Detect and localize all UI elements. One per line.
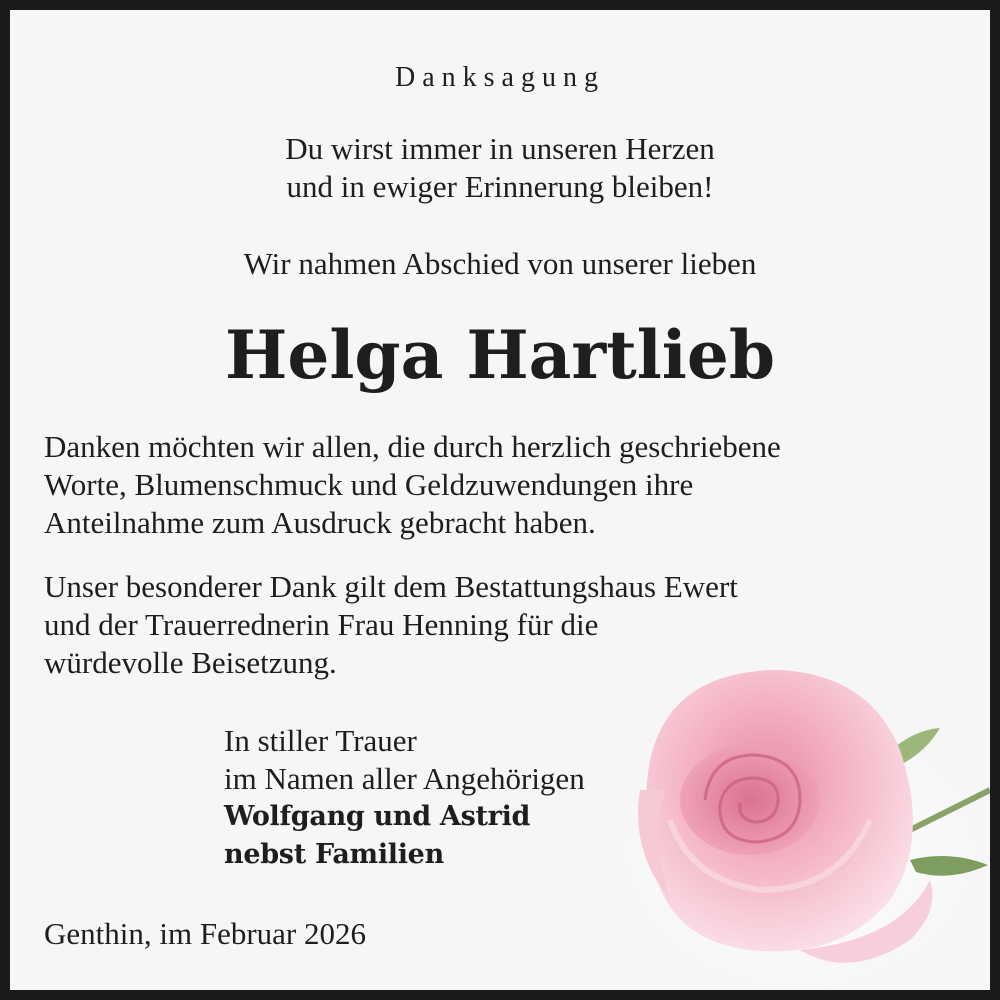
paragraph-line: Unser besonderer Dank gilt dem Bestattungshaus Ewert (44, 569, 738, 604)
place-date: Genthin, im Februar 2026 (44, 916, 367, 951)
signature-line: im Namen aller Angehörigen (224, 761, 585, 796)
signature-line: In stiller Trauer (224, 723, 417, 758)
paragraph-line: und der Trauerrednerin Frau Henning für die (44, 607, 599, 642)
notice-title: Danksagung (395, 62, 605, 93)
verse (10, 130, 990, 206)
signature-block (224, 722, 585, 874)
paragraph-line: Danken möchten wir allen, die durch herzlich geschriebene (44, 429, 781, 464)
paragraph-line: würdevolle Beisetzung. (44, 645, 337, 680)
family-names: nebst Familien (224, 839, 444, 870)
verse-line: Du wirst immer in unseren Herzen (285, 131, 715, 166)
intro-text: Wir nahmen Abschied von unserer lieben (243, 246, 757, 281)
deceased-name: Helga Hartlieb (225, 316, 775, 394)
family-names: Wolfgang und Astrid (224, 801, 531, 832)
thanks-paragraph (44, 428, 944, 542)
pink-rose-image (610, 650, 990, 990)
paragraph-line: Worte, Blumenschmuck und Geldzuwendungen ihre (44, 467, 694, 502)
paragraph-line: Anteilnahme zum Ausdruck gebracht haben. (44, 505, 596, 540)
verse-line: und in ewiger Erinnerung bleiben! (286, 169, 714, 204)
obituary-card (10, 10, 990, 990)
